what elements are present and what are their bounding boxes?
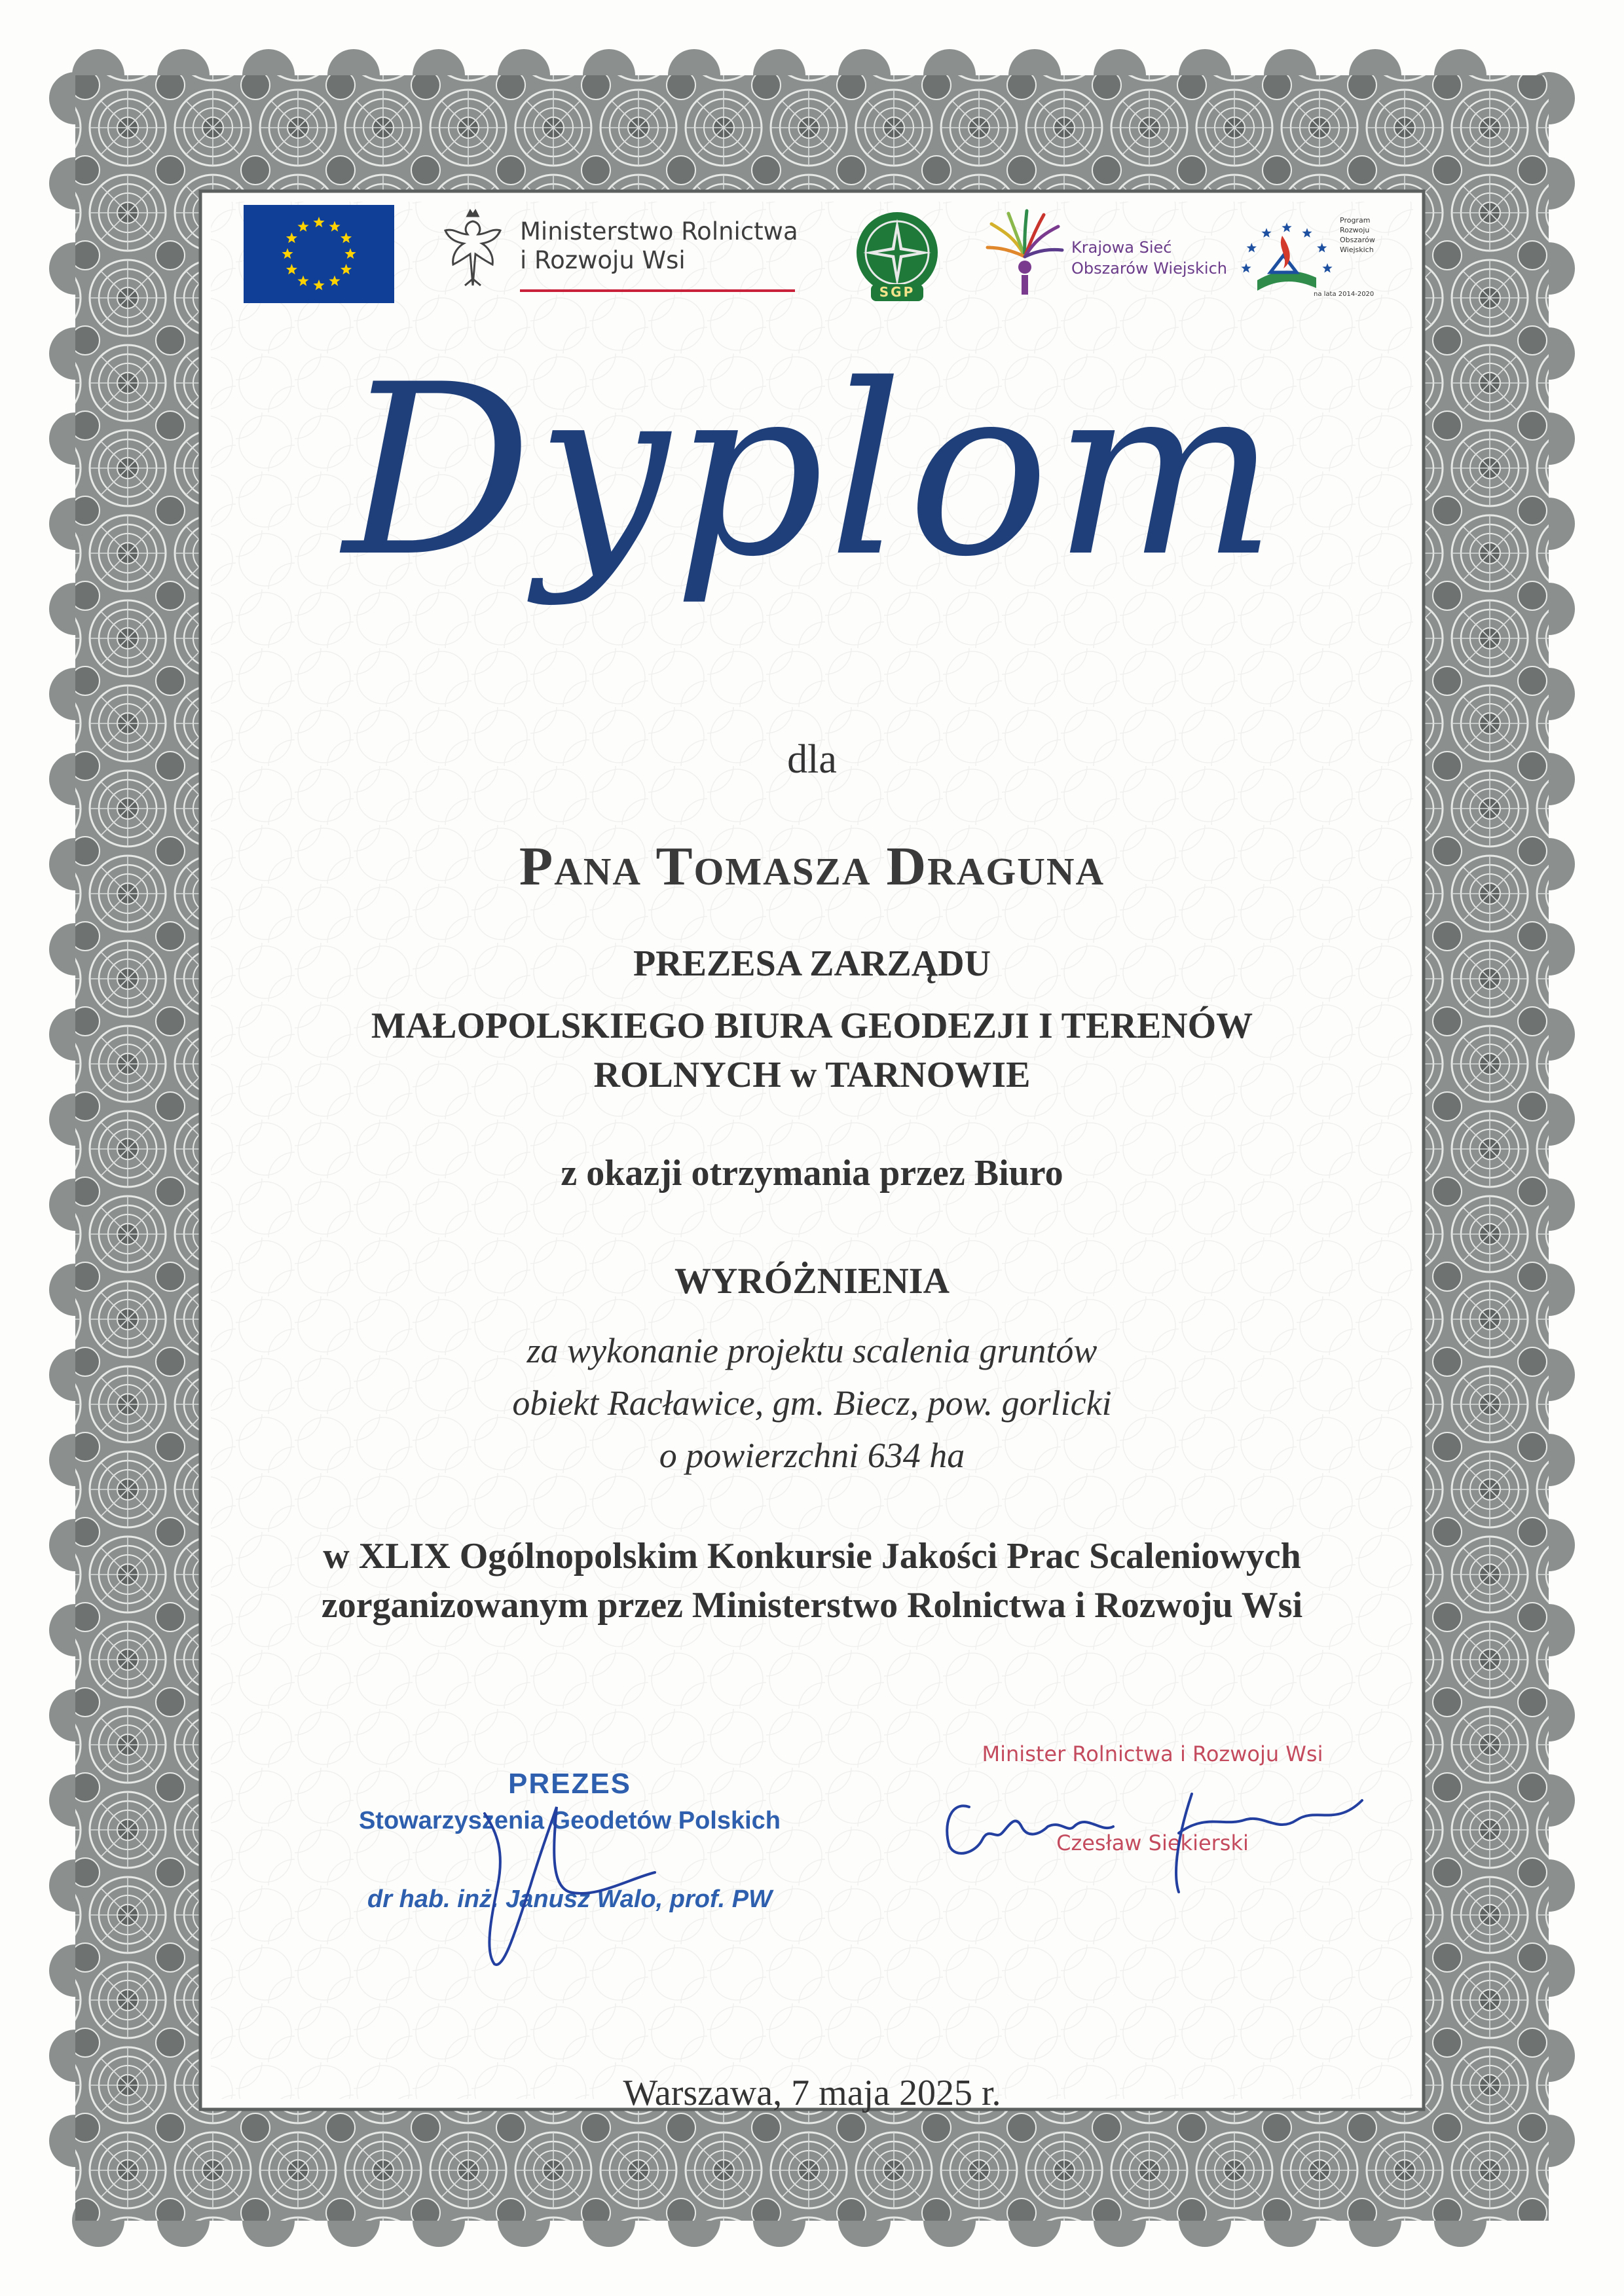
ministry-name-line2: i Rozwoju Wsi <box>520 246 686 274</box>
signature-left <box>288 1755 851 1990</box>
ksow-name-line1: Krajowa Sieć <box>1071 238 1172 257</box>
signature-right <box>917 1728 1388 1925</box>
ksow-name-line2: Obszarów Wiejskich <box>1071 259 1227 278</box>
eagle-emblem-icon <box>434 208 512 300</box>
occasion-line: z okazji otrzymania przez Biuro <box>561 1153 1063 1194</box>
recipient-name: Pana Tomasza Draguna <box>519 836 1105 897</box>
for-word: dla <box>787 737 837 782</box>
eu-flag <box>244 205 394 303</box>
signature-right-title: Minister Rolnictwa i Rozwoju Wsi <box>982 1741 1323 1766</box>
signature-left-name: dr hab. inż. Janusz Walo, prof. PW <box>367 1886 772 1913</box>
ksow-emblem-icon <box>976 204 1074 302</box>
award-name: WYRÓŻNIENIA <box>674 1261 950 1302</box>
ministry-logo <box>434 208 800 300</box>
prow-line4: Wiejskich <box>1340 246 1374 254</box>
signature-left-handwritten-icon <box>288 1755 851 1990</box>
position-line3: ROLNYCH w TARNOWIE <box>593 1055 1031 1095</box>
prow-line2: Rozwoju <box>1340 226 1370 234</box>
ministry-name-line1: Ministerstwo Rolnictwa <box>520 217 798 246</box>
contest-line2: zorganizowanym przez Ministerstwo Rolnictwa i Rozwoju Wsi <box>321 1585 1303 1626</box>
prow-line1: Program <box>1340 216 1371 225</box>
sgp-abbr: SGP <box>879 284 915 300</box>
contest-line1: w XLIX Ogólnopolskim Konkursie Jakości Prac Scaleniowych <box>323 1536 1301 1576</box>
project-line1: za wykonanie projektu scalenia gruntów <box>526 1331 1098 1370</box>
diploma-title: Dyplom <box>343 334 1281 608</box>
signature-left-organization: Stowarzyszenia Geodetów Polskich <box>358 1807 781 1834</box>
signature-right-name: Czesław Siekierski <box>1056 1831 1249 1855</box>
prow-line3: Obszarów <box>1340 236 1375 244</box>
prow-logo <box>1231 210 1401 304</box>
signature-right-handwritten-icon <box>917 1728 1388 1925</box>
prow-emblem-icon <box>1231 210 1336 301</box>
eu-stars-icon <box>244 205 394 303</box>
project-line3: o powierzchni 634 ha <box>659 1436 965 1475</box>
position-line2: MAŁOPOLSKIEGO BIURA GEODEZJI I TERENÓW <box>371 1006 1253 1046</box>
ksow-logo <box>976 204 1231 302</box>
sgp-logo <box>851 207 943 305</box>
place-date: Warszawa, 7 maja 2025 r. <box>623 2073 1001 2113</box>
signature-left-title: PREZES <box>507 1768 632 1800</box>
ministry-underline <box>520 289 795 292</box>
project-line2: obiekt Racławice, gm. Biecz, pow. gorlicki <box>512 1383 1112 1423</box>
prow-line5: na lata 2014-2020 <box>1314 291 1375 298</box>
position-line1: PREZESA ZARZĄDU <box>633 943 991 984</box>
